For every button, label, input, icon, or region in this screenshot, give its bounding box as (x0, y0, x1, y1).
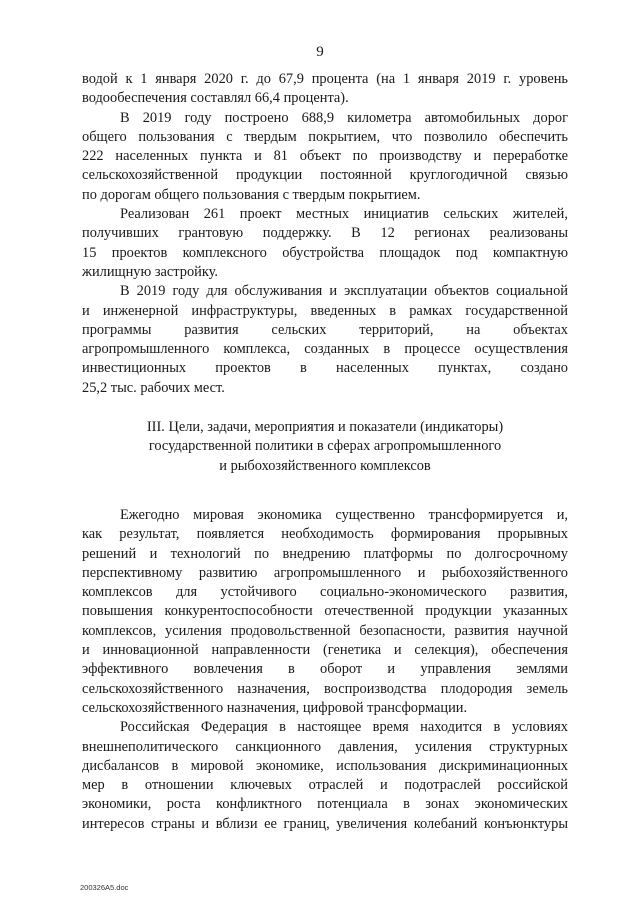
paragraph (82, 70, 568, 109)
text-line: агропромышленного комплекса, созданных в процессе осуществления (82, 341, 568, 358)
text-line: дисбалансов в мировой экономике, использования дискриминационных (82, 757, 568, 774)
text-line: решений и технологий по внедрению платформы по долгосрочному (82, 545, 568, 562)
paragraph (82, 718, 568, 834)
paragraph (82, 205, 568, 282)
text-line: Российская Федерация в настоящее время находится в условиях (120, 719, 568, 736)
heading-line: и рыбохозяйственного комплексов (219, 457, 431, 474)
text-line: интересов страны и вблизи ее границ, увеличения колебаний конъюнктуры (82, 815, 568, 832)
text-line: водой к 1 января 2020 г. до 67,9 процента (на 1 января 2019 г. уровень (82, 71, 568, 87)
text-line: В 2019 году построено 688,9 километра автомобильных дорог (120, 109, 568, 126)
text-line: инвестиционных проектов в населенных пунктах, создано (82, 360, 568, 377)
text-line: перспективному развитию агропромышленного и рыбохозяйственного (82, 564, 568, 581)
text-line: 15 проектов комплексного обустройства площадок под компактную (82, 244, 568, 261)
section-heading (82, 418, 568, 476)
paragraph (82, 506, 568, 718)
text-line: и инновационной направленности (генетика и селекция), обеспечения (82, 642, 568, 659)
text-line: сельскохозяйственной продукции постоянной круглогодичной связью (82, 167, 568, 184)
page-number: 9 (316, 44, 324, 60)
text-line: Реализован 261 проект местных инициатив сельских жителей, (120, 206, 568, 223)
paragraph (82, 109, 568, 205)
document-body (82, 70, 568, 834)
text-line: по дорогам общего пользования с твердым покрытием. (82, 186, 421, 203)
text-line: В 2019 году для обслуживания и эксплуатации объектов социальной (120, 283, 568, 300)
text-line: внешнеполитического санкционного давления, усиления структурных (82, 738, 568, 755)
paragraph (82, 282, 568, 398)
text-line: повышения конкурентоспособности отечественной продукции указанных (82, 603, 568, 620)
text-line: Ежегодно мировая экономика существенно трансформируется и, (120, 506, 568, 523)
text-line: мер в отношении ключевых отраслей и подотраслей российской (82, 777, 568, 794)
heading-line: государственной политики в сферах агропромышленного (148, 438, 502, 455)
text-line: сельскохозяйственного назначения, цифровой трансформации. (82, 699, 468, 716)
text-line: как результат, появляется необходимость формирования прорывных (82, 526, 568, 543)
text-line: 25,2 тыс. рабочих мест. (82, 379, 225, 396)
text-line: экономики, роста конфликтного потенциала в зонах экономических (82, 796, 568, 813)
text-line: получивших грантовую поддержку. В 12 регионах реализованы (82, 225, 568, 242)
text-line: программы развития сельских территорий, на объектах (82, 321, 568, 338)
text-line: комплексов, усиления продовольственной безопасности, развития научной (82, 622, 568, 639)
text-line: водообеспечения составлял 66,4 процента). (82, 90, 349, 107)
file-reference: 200326A5.doc (80, 883, 129, 892)
text-line: эффективного вовлечения в оборот и управления землями (82, 661, 568, 678)
text-line: 222 населенных пункта и 81 объект по производству и переработке (82, 148, 568, 165)
text-line: жилищную застройку. (82, 263, 219, 280)
text-line: и инженерной инфраструктуры, введенных в рамках государственной (82, 302, 568, 319)
heading-line: III. Цели, задачи, мероприятия и показатели (индикаторы) (146, 419, 504, 436)
text-line: общего пользования с твердым покрытием, что позволило обеспечить (82, 128, 568, 145)
text-line: сельскохозяйственного назначения, воспроизводства плодородия земель (82, 680, 568, 697)
text-line: комплексов для устойчивого социально-экономического развития, (82, 584, 568, 601)
